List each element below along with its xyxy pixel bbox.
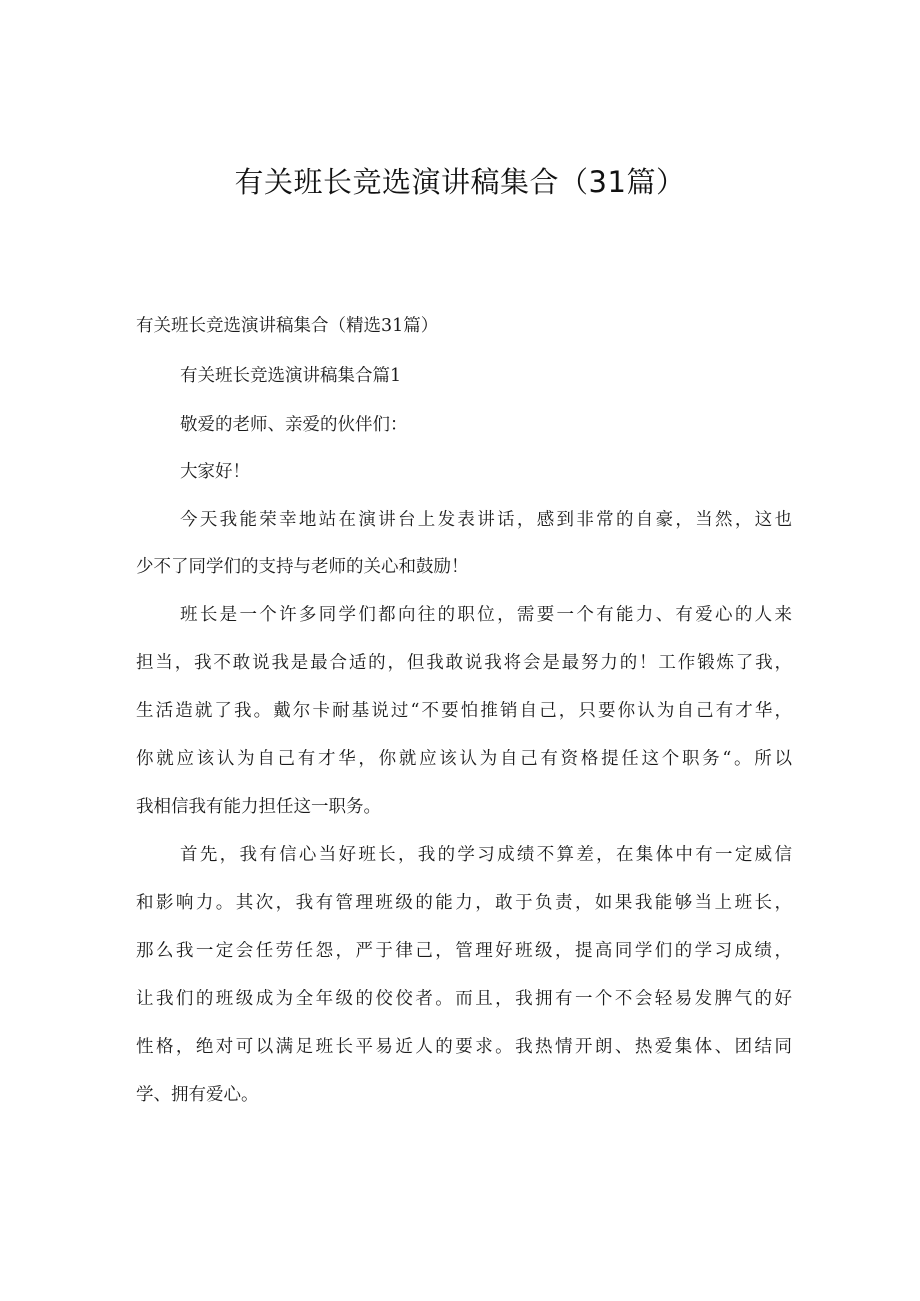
paragraph-line: 你就应该认为自己有才华，你就应该认为自己有资格提任这个职务“。所以 [136, 749, 792, 769]
paragraph-line: 让我们的班级成为全年级的佼佼者。而且，我拥有一个不会轻易发脾气的好 [136, 989, 792, 1009]
paragraph-line: 少不了同学们的支持与老师的关心和鼓励！ [136, 557, 469, 577]
salutation: 敬爱的老师、亲爱的伙伴们： [180, 415, 408, 435]
paragraph-line: 学、拥有爱心。 [136, 1085, 259, 1105]
paragraph-line: 性格，绝对可以满足班长平易近人的要求。我热情开朗、热爱集体、团结同 [136, 1037, 792, 1057]
paragraph-line: 那么我一定会任劳任怨，严于律己，管理好班级，提高同学们的学习成绩， [136, 941, 792, 961]
paragraph-line: 生活造就了我。戴尔卡耐基说过“不要怕推销自己，只要你认为自己有才华， [136, 701, 792, 721]
section-heading: 有关班长竞选演讲稿集合篇1 [180, 366, 402, 386]
document-title: 有关班长竞选演讲稿集合（31篇） [234, 165, 686, 199]
document-subtitle: 有关班长竞选演讲稿集合（精选31篇） [136, 316, 439, 336]
paragraph-line: 和影响力。其次，我有管理班级的能力，敢于负责，如果我能够当上班长， [136, 893, 792, 913]
paragraph-line: 首先，我有信心当好班长，我的学习成绩不算差，在集体中有一定威信 [180, 845, 792, 865]
paragraph-line: 今天我能荣幸地站在演讲台上发表讲话，感到非常的自豪，当然，这也 [180, 510, 792, 530]
paragraph-line: 担当，我不敢说我是最合适的，但我敢说我将会是最努力的！工作锻炼了我， [136, 653, 792, 673]
greeting: 大家好！ [180, 462, 250, 482]
paragraph-line: 班长是一个许多同学们都向往的职位，需要一个有能力、有爱心的人来 [180, 605, 792, 625]
paragraph-line: 我相信我有能力担任这一职务。 [136, 797, 381, 817]
